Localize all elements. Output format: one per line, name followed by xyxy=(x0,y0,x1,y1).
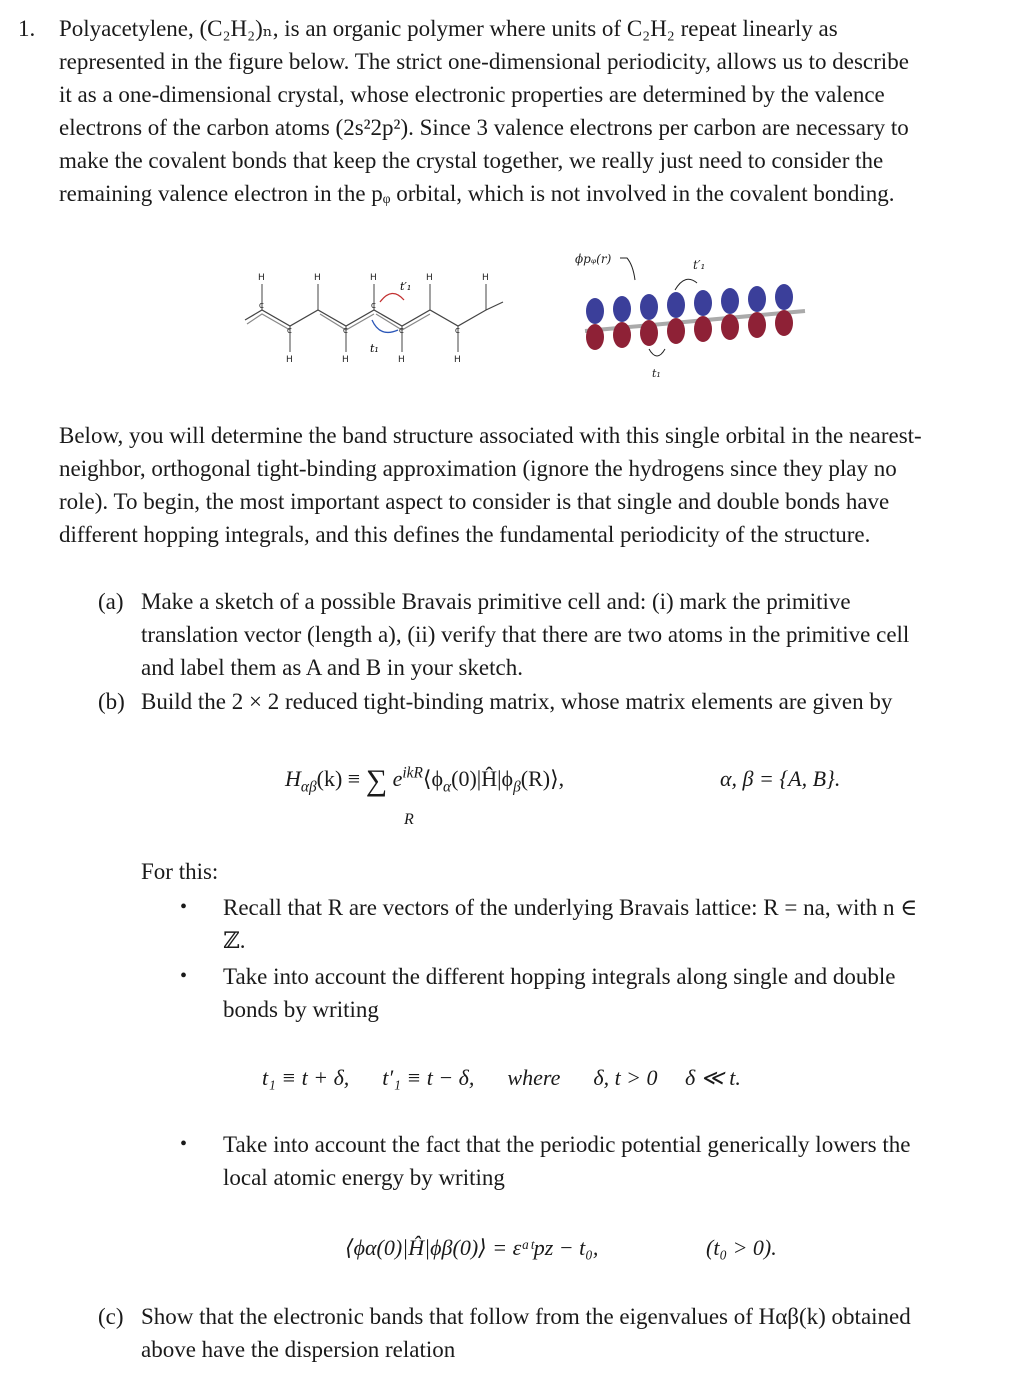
matrix-element-formula: $H_{\alpha\beta}(k)$ ≡ ∑ $e^{ikR}⟨\phi_\alpha(0)|Ĥ|\phi_\beta(R)⟩$, xyxy=(285,764,565,797)
formula-h-sub: αβ xyxy=(300,778,317,796)
t1-arrow xyxy=(649,349,665,356)
part-a-line: Make a sketch of a possible Bravais primitive cell and: (i) mark the primitive xyxy=(141,589,851,614)
h-label: H xyxy=(370,273,377,283)
t1p-label: t′₁ xyxy=(693,258,706,272)
intro-line: make the covalent bonds that keep the crystal together, we really just need to consider the xyxy=(59,148,884,173)
t1p-label: t′₁ xyxy=(400,280,412,293)
h-label: H xyxy=(454,355,461,365)
t1p-arrow xyxy=(380,293,404,302)
below-paragraph xyxy=(59,419,1014,551)
formula-end: (R)⟩, xyxy=(520,766,565,791)
bullet-text-1 xyxy=(223,891,917,957)
below-line: different hopping integrals, and this defines the fundamental periodicity of the structure. xyxy=(59,522,871,547)
phi-arrow xyxy=(620,258,635,280)
formula-e: e xyxy=(392,766,403,791)
part-a-line: translation vector (length a), (ii) verify that there are two atoms in the primitive cell xyxy=(141,622,910,647)
bullet-icon: • xyxy=(180,1133,188,1155)
onsite-energy-formula: ⟨ϕα(0)|Ĥ|ϕβ(0)⟩ = εᵃᵗpz − t₀, xyxy=(345,1235,599,1260)
part-a-line: and label them as A and B in your sketch. xyxy=(141,655,523,680)
c-label: C xyxy=(371,302,376,310)
bullet-text-2 xyxy=(223,960,895,1026)
c-label: C xyxy=(287,327,292,335)
pz-orbitals-figure xyxy=(565,245,825,385)
h-label: H xyxy=(398,355,405,365)
part-b-label: (b) xyxy=(98,689,125,714)
part-c-line: Show that the electronic bands that follow from the eigenvalues of Hαβ(k) obtained xyxy=(141,1304,911,1329)
c-label: C xyxy=(259,302,264,310)
t0-condition: (t₀ > 0). xyxy=(706,1235,777,1260)
intro-line: represented in the figure below. The strict one-dimensional periodicity, allows us to describe xyxy=(59,49,909,74)
bullet-line: Take into account the different hopping integrals along single and double xyxy=(223,964,896,989)
formula-exp: ikR xyxy=(402,764,423,782)
bullet-icon: • xyxy=(180,896,188,918)
bullet-line: bonds by writing xyxy=(223,997,379,1022)
formula-mid: (0)|Ĥ|ϕ xyxy=(451,766,514,791)
alpha-beta-set: α, β = {A, B}. xyxy=(720,766,841,791)
below-line: Below, you will determine the band structure associated with this single orbital in the nearest- xyxy=(59,423,922,448)
h-label: H xyxy=(314,273,321,283)
orbital-lobes xyxy=(586,284,793,350)
part-a-body xyxy=(141,585,909,684)
intro-line: electrons of the carbon atoms (2s²2p²). Since 3 valence electrons per carbon are necessary to xyxy=(59,115,909,140)
c-label: C xyxy=(343,327,348,335)
h-label: H xyxy=(426,273,433,283)
intro-paragraph xyxy=(59,12,1014,210)
h-label: H xyxy=(482,273,489,283)
part-b-line: Build the 2 × 2 reduced tight-binding matrix, whose matrix elements are given by xyxy=(141,689,893,714)
bullet-line: Recall that R are vectors of the underlying Bravais lattice: R = na, with n ∈ xyxy=(223,895,918,920)
bullet-line: local atomic energy by writing xyxy=(223,1165,505,1190)
part-a-label: (a) xyxy=(98,589,124,614)
for-this-label: For this: xyxy=(141,859,219,884)
phi-label: ϕpᵩ(r) xyxy=(575,252,612,266)
c-label: C xyxy=(455,327,460,335)
sum-index: R xyxy=(404,811,414,828)
h-label: H xyxy=(258,273,265,283)
h-label: H xyxy=(286,355,293,365)
intro-line: Polyacetylene, (C₂H₂)ₙ, is an organic polymer where units of C₂H₂ repeat linearly as xyxy=(59,16,838,41)
below-line: neighbor, orthogonal tight-binding approximation (ignore the hydrogens since they play no xyxy=(59,456,897,481)
t1p-arrow xyxy=(675,279,697,290)
polyacetylene-structure-figure xyxy=(240,262,520,392)
formula-bra: ⟨ϕ xyxy=(422,766,444,791)
part-c-line: above have the dispersion relation xyxy=(141,1337,456,1362)
problem-number: 1. xyxy=(18,16,36,41)
bullet-line: Take into account the fact that the periodic potential generically lowers the xyxy=(223,1132,911,1157)
formula-h: H xyxy=(285,766,301,791)
formula-k: (k) ≡ xyxy=(316,766,366,791)
hopping-formula: t₁ ≡ t + δ, t′₁ ≡ t − δ, where δ, t > 0 δ ≪ t. xyxy=(262,1065,741,1090)
bullet-icon: • xyxy=(180,965,188,987)
t1-label: t₁ xyxy=(370,342,379,355)
t1-label: t₁ xyxy=(652,367,661,380)
c-label: C xyxy=(399,327,404,335)
part-c-body xyxy=(141,1300,911,1366)
intro-line: it as a one-dimensional crystal, whose electronic properties are determined by the valence xyxy=(59,82,885,107)
sum-symbol: ∑ xyxy=(365,764,388,797)
below-line: role). To begin, the most important aspect to consider is that single and double bonds have xyxy=(59,489,890,514)
h-label: H xyxy=(342,355,349,365)
part-c-label: (c) xyxy=(98,1304,124,1329)
bullet-text-3 xyxy=(223,1128,910,1194)
part-b-body xyxy=(141,685,892,718)
intro-line: remaining valence electron in the pᵩ orbital, which is not involved in the covalent bonding. xyxy=(59,181,895,206)
bullet-line: ℤ. xyxy=(223,928,246,953)
